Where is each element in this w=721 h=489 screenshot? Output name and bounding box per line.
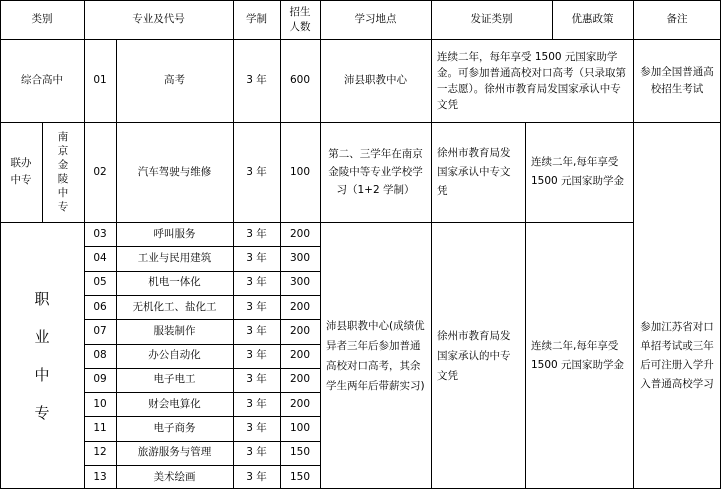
zy-code [84, 441, 116, 465]
zy-name-text: 电子商务 [153, 422, 196, 435]
lb-code-text: 02 [93, 165, 107, 178]
zy-code [84, 295, 116, 319]
zy-duration [233, 271, 280, 295]
header-remarks-text: 备注 [666, 13, 688, 25]
zy-certificate [431, 222, 525, 489]
gk-name-text: 高考 [164, 74, 185, 86]
zy-code-text: 07 [93, 324, 107, 337]
zy-name-text: 财会电算化 [148, 397, 201, 410]
zy-enroll-text: 100 [289, 422, 311, 435]
gk-remarks-text: 参加全国普通高校招生考试 [640, 65, 714, 95]
header-enroll-text: 招生人数 [289, 5, 311, 33]
header-duration [233, 0, 280, 39]
gk-cert-policy [431, 39, 633, 122]
zy-name [116, 295, 233, 319]
zy-duration-text: 3 年 [246, 251, 267, 264]
lb-certificate-text: 徐州市教育局发国家承认中专文凭 [437, 146, 511, 197]
gk-category-text: 综合高中 [21, 74, 63, 86]
zy-duration-text: 3 年 [246, 276, 267, 289]
zy-duration-text: 3 年 [246, 300, 267, 313]
zy-name-text: 办公自动化 [148, 349, 201, 362]
zy-duration-text: 3 年 [246, 422, 267, 435]
zy-enroll-text: 200 [289, 349, 311, 362]
header-location-text: 学习地点 [354, 13, 397, 25]
lb-policy-text: 连续二年,每年享受1500 元国家助学金 [531, 156, 625, 187]
zy-duration-text: 3 年 [246, 324, 267, 337]
header-certificate-text: 发证类别 [470, 13, 513, 25]
gk-enroll-text: 600 [289, 74, 311, 86]
zy-name-text: 工业与民用建筑 [137, 251, 212, 264]
zy-enroll-text: 200 [289, 397, 311, 410]
lb-category [0, 122, 42, 222]
zy-code [84, 392, 116, 416]
lb-certificate [431, 122, 525, 222]
zy-duration [233, 246, 280, 270]
zy-name [116, 344, 233, 368]
gk-cert-policy-text: 连续二年，每年享受 1500 元国家助学金。可参加普通高校对口高考（只录取第一志愿）。徐州市教育局发国家承认中专文凭 [437, 50, 626, 111]
lb-partner [42, 122, 84, 222]
lb-policy [525, 122, 633, 222]
zy-policy-text: 连续二年,每年享受1500 元国家助学金 [531, 339, 625, 371]
gk-remarks [633, 39, 721, 122]
zy-name [116, 319, 233, 343]
zy-enroll [280, 344, 320, 368]
gk-category [0, 39, 84, 122]
header-policy [552, 0, 633, 39]
zy-duration-text: 3 年 [246, 446, 267, 459]
header-duration-text: 学制 [246, 13, 267, 25]
zy-duration-text: 3 年 [246, 397, 267, 410]
lb-code [84, 122, 116, 222]
zy-code-text: 09 [93, 373, 107, 386]
zy-name [116, 368, 233, 392]
zy-duration-text: 3 年 [246, 227, 267, 240]
gk-enroll [280, 39, 320, 122]
lb-name-text: 汽车驾驶与维修 [137, 165, 212, 178]
header-policy-text: 优惠政策 [571, 13, 614, 25]
header-location [320, 0, 431, 39]
zy-code-text: 08 [93, 349, 107, 362]
zy-policy [525, 222, 633, 489]
zy-code [84, 465, 116, 489]
zy-enroll-text: 150 [289, 446, 311, 459]
zy-name-text: 服装制作 [153, 324, 196, 337]
zy-name-text: 电子电工 [153, 373, 196, 386]
zy-duration [233, 392, 280, 416]
zy-duration [233, 319, 280, 343]
lb-duration [233, 122, 280, 222]
zy-duration-text: 3 年 [246, 470, 267, 483]
zy-code-text: 11 [93, 422, 107, 435]
header-remarks [633, 0, 721, 39]
header-major [84, 0, 233, 39]
zy-duration [233, 222, 280, 246]
gk-location-text: 沛县职教中心 [344, 74, 407, 86]
header-category [0, 0, 84, 39]
zy-code-text: 05 [93, 276, 107, 289]
lb-location [320, 122, 431, 222]
zy-enroll [280, 416, 320, 440]
lb-category-text: 联办中专 [10, 157, 32, 186]
zy-location-text: 沛县职教中心(成绩优异者三年后参加普通高校对口高考，其余学生两年后带薪实习) [326, 319, 425, 392]
zy-enroll [280, 441, 320, 465]
lb-duration-text: 3 年 [246, 165, 267, 178]
zy-duration [233, 344, 280, 368]
zy-name [116, 441, 233, 465]
zy-enroll-text: 200 [289, 373, 311, 386]
zy-enroll [280, 246, 320, 270]
header-major-text: 专业及代号 [132, 13, 185, 25]
gk-duration-text: 3 年 [246, 74, 267, 86]
gk-code-text: 01 [93, 74, 107, 86]
zy-name [116, 392, 233, 416]
zy-enroll [280, 295, 320, 319]
zy-code [84, 222, 116, 246]
zy-code [84, 344, 116, 368]
zy-category [0, 222, 84, 489]
lb-partner-text: 南京金陵中专 [57, 131, 69, 213]
header-enroll [280, 0, 320, 39]
gk-code [84, 39, 116, 122]
header-category-text: 类别 [31, 13, 53, 25]
zy-enroll [280, 271, 320, 295]
zy-enroll [280, 222, 320, 246]
zy-name-text: 呼叫服务 [153, 227, 196, 240]
zy-duration-text: 3 年 [246, 373, 267, 386]
lb-enroll-text: 100 [289, 165, 311, 178]
zy-enroll-text: 300 [289, 276, 311, 289]
lb-name [116, 122, 233, 222]
zy-duration [233, 465, 280, 489]
zy-enroll-text: 300 [289, 251, 311, 264]
zy-name [116, 416, 233, 440]
zy-name [116, 222, 233, 246]
zy-duration [233, 416, 280, 440]
zy-code [84, 319, 116, 343]
gk-duration [233, 39, 280, 122]
gk-location [320, 39, 431, 122]
zy-remarks [633, 222, 721, 489]
lb-enroll [280, 122, 320, 222]
zy-code-text: 03 [93, 227, 107, 240]
zy-name [116, 246, 233, 270]
zy-duration [233, 441, 280, 465]
zy-certificate-text: 徐州市教育局发国家承认的中专文凭 [437, 329, 511, 382]
zy-name-text: 机电一体化 [148, 276, 201, 289]
zy-remarks-text: 参加江苏省对口单招考试或三年后可注册入学升入普通高校学习 [640, 320, 714, 390]
zy-enroll [280, 392, 320, 416]
zy-code-text: 13 [93, 470, 107, 483]
zy-duration [233, 368, 280, 392]
zy-enroll-text: 200 [289, 324, 311, 337]
zy-name-text: 无机化工、盐化工 [132, 300, 217, 313]
zy-code-text: 06 [93, 300, 107, 313]
zy-code-text: 10 [93, 397, 107, 410]
zy-location [320, 222, 431, 489]
zy-enroll [280, 368, 320, 392]
zy-code [84, 416, 116, 440]
zy-enroll-text: 200 [289, 227, 311, 240]
zy-name [116, 271, 233, 295]
zy-category-text: 职业中专 [34, 289, 50, 422]
zy-name-text: 旅游服务与管理 [137, 446, 212, 459]
zy-duration-text: 3 年 [246, 349, 267, 362]
zy-code-text: 04 [93, 251, 107, 264]
zy-name [116, 465, 233, 489]
zy-code [84, 368, 116, 392]
zy-code [84, 271, 116, 295]
gk-name [116, 39, 233, 122]
lb-location-text: 第二、三学年在南京金陵中等专业学校学习（1+2 学制） [328, 148, 423, 196]
zy-name-text: 美术绘画 [153, 470, 196, 483]
zy-enroll [280, 319, 320, 343]
zy-duration [233, 295, 280, 319]
zy-enroll [280, 465, 320, 489]
zy-code [84, 246, 116, 270]
header-certificate [431, 0, 552, 39]
zy-enroll-text: 200 [289, 300, 311, 313]
zy-enroll-text: 150 [289, 470, 311, 483]
zy-code-text: 12 [93, 446, 107, 459]
